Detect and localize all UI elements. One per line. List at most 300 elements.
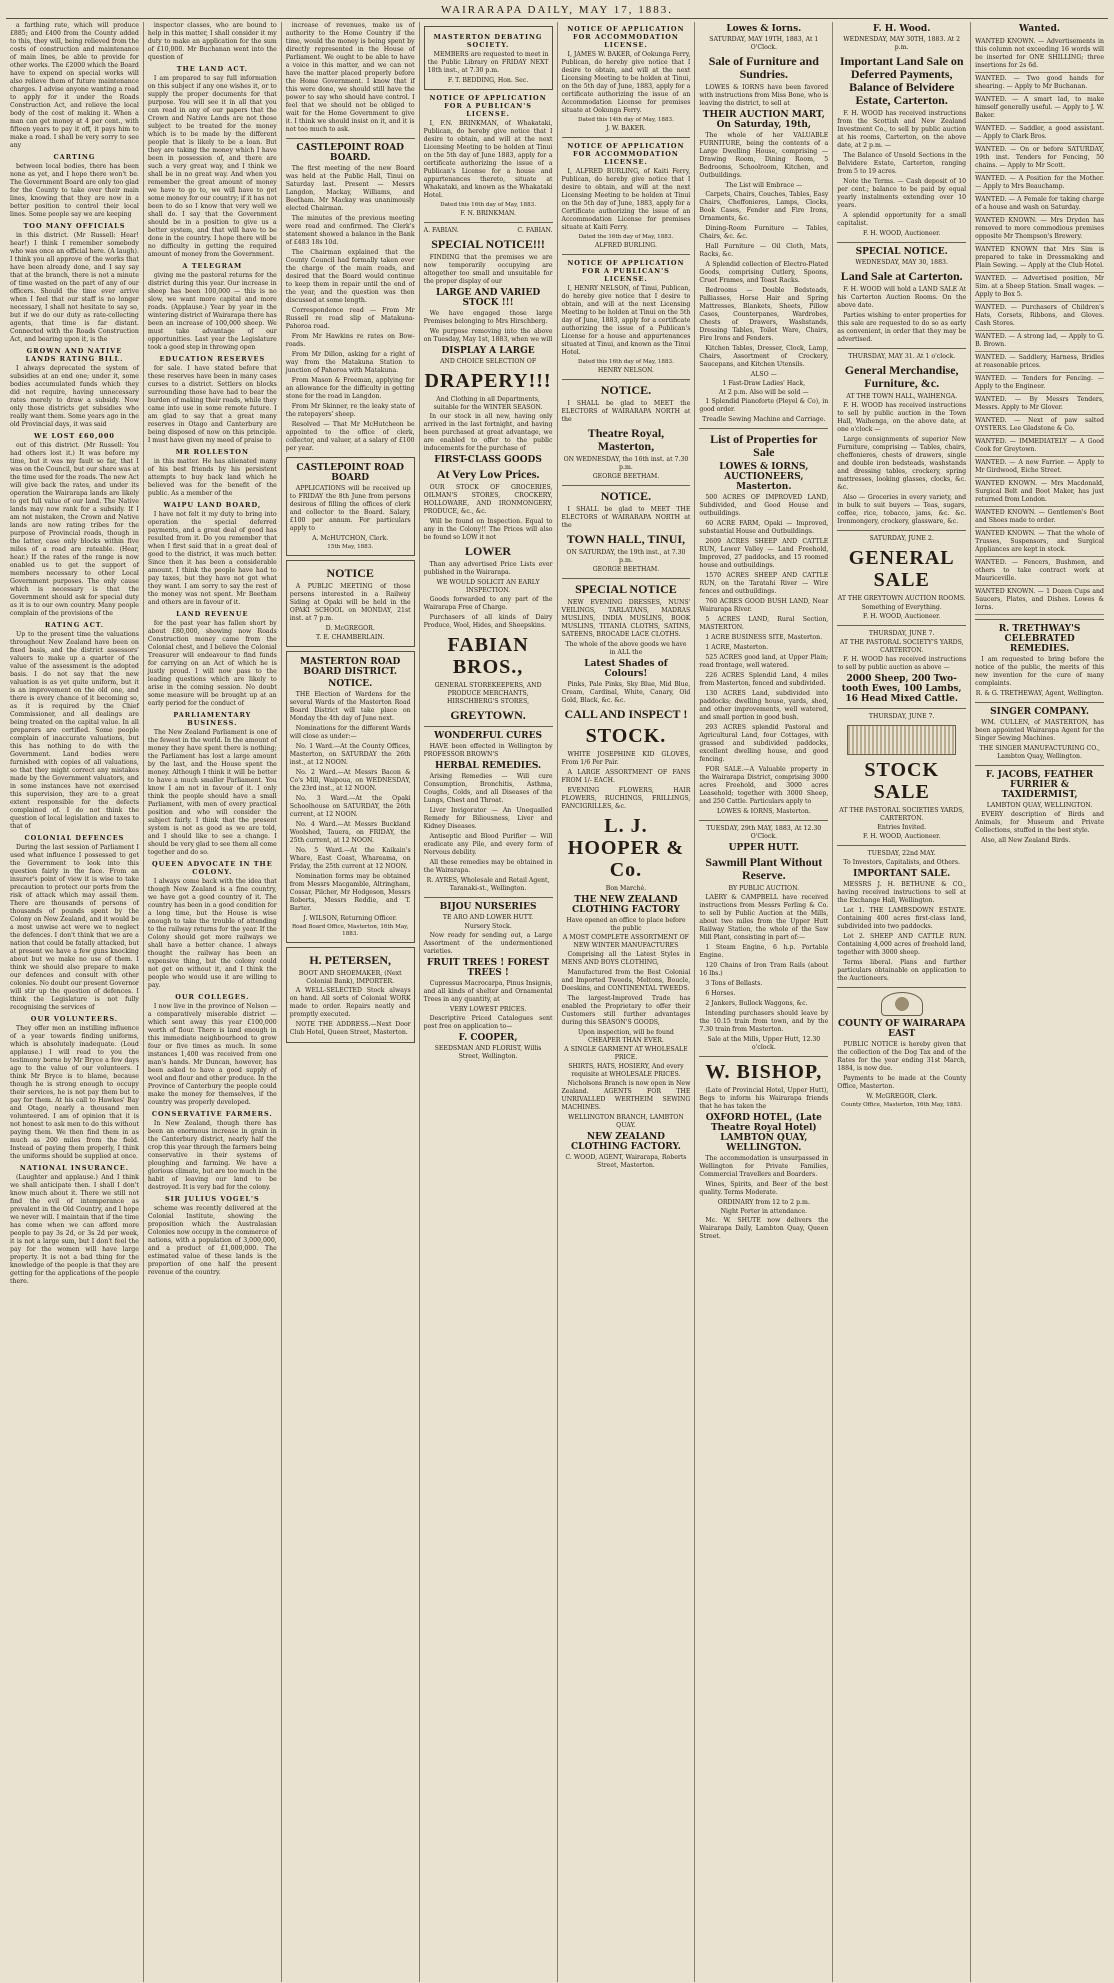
ad-text: HAVE been effected in Wellington by PROFESSOR BROWN'S <box>423 743 553 758</box>
wanted-ad: WANTED. — Advertised position, Mr Sim. at a Sheep Station. Small wages. — Apply to Box 5. <box>975 273 1104 302</box>
ad-subheading: To Investors, Capitalists, and Others. <box>843 859 960 866</box>
wanted-ad: WANTED. — A new Farrier. — Apply to Mr Girdwood, Eiche Street. <box>975 457 1104 478</box>
divider <box>562 254 691 255</box>
ad-text: Entries Invited. <box>877 824 927 831</box>
ad-text: F. H. WOOD has received instructions to sell by public auction in the Town Hall, Waihenga, on the above date, at one o'clock — <box>837 402 967 433</box>
divider <box>837 242 966 243</box>
ad-text: Large consignments of superior New Furniture, comprising — Tables, chairs, cheffonieres, chests of drawers, single and double iron bedsteads, washstands and dressing tables, crockery, spring mattresses, looking glasses, clocks, &c. &c. <box>837 436 967 491</box>
ad-heading: COUNTY OF WAIRARAPA EAST <box>837 1019 966 1039</box>
ad-text: C. WOOD, AGENT, Wairarapa, Roberts Street, Masterton. <box>565 1154 687 1169</box>
ad-text: Parties wishing to enter properties for this sale are requested to do so as early as convenient, in order that they may be advertised. <box>837 312 967 343</box>
ad-heading: List of Properties for Sale <box>710 432 818 459</box>
ad-heading: F. JACOBS, FEATHER FURRIER & TAXIDERMIST, <box>985 770 1094 800</box>
ad-heading: NOTICE OF APPLICATION FOR ACCOMMODATION LICENSE. <box>567 25 685 49</box>
subheading: GROWN AND NATIVE LANDS RATING BILL. <box>25 347 124 363</box>
ad-text: WELLINGTON BRANCH, LAMBTON QUAY. <box>568 1114 684 1129</box>
divider <box>562 578 691 579</box>
ad-signature: F. H. WOOD, Auctioneer. <box>862 833 941 840</box>
property-item: 525 ACRES good land, at Upper Plain; read frontage, well watered. <box>699 654 829 669</box>
ad-text: The whole of her VALUABLE FURNITURE, being the contents of a Large Dwelling House, comprising — Drawing Room, Dining Room, 5 Bedrooms, Schoolroom, Kitchen, and Outbuildings. <box>699 132 829 179</box>
ad-heading: SPECIAL NOTICE. <box>855 247 948 257</box>
stock-illustration <box>847 725 956 755</box>
ad-heading: CASTLEPOINT ROAD BOARD <box>296 463 404 483</box>
wanted-ad: WANTED KNOWN. — Advertisements in this column not exceeding 16 words will be inserted for ONE SHILLING; three insertions for 2s 6d. <box>975 36 1104 73</box>
ad-heading: BIJOU NURSERIES <box>439 902 537 912</box>
ad-text: I, HENRY NELSON, of Tinui, Publican, do hereby give notice that I desire to obtain, and will at the next Licensing Meeting to be holden at Tinui on the 5th day of June, 1883, apply for a certificate authorizing the issue of a Publican's License for a house and appurtenances situated at Tinui, and known as the Tinui Hotel. <box>561 285 691 356</box>
ad-signature: W. McGREGOR, Clerk. <box>866 1093 938 1100</box>
ad-text: Pinks, Pale Pinks, Sky Blue, Mid Blue, Cream, Cardinal, White, Canary, Old Gold, Black, &c. &c. <box>561 681 691 704</box>
article-paragraph: From Mr Hawkins re rates on Bow-roads. <box>285 333 415 348</box>
article-paragraph: out of this district. (Mr Russell: You had others lost it.) It was before my time, but it was my fault so far, that I was on the Council, but our share was at the time used for the roads. The new Act will give back the rates, and under its operation the Wairarapa lands are likely to get full value of our land. The Native lands may now rank for a subsidy. If I am not mistaken, the Crown and Native lands are now rating tribes for the purpose of Provincial roads, though in the latter, case only blocks within five miles of a road are rateable. (Hear, hear.) If the rates of the range is now enabled us to get the support of members necessary to other Local Government purposes. The only cause which is necessary is that the Government should ask for special duty as it is to our own country. Many people complain of the provisions of the <box>10 442 139 617</box>
advertisement <box>286 457 415 556</box>
ad-text: Goods forwarded to any part of the Wairarapa Free of Charge. <box>423 596 553 611</box>
ad-signature: NEW ZEALAND CLOTHING FACTORY. <box>570 1132 681 1152</box>
ad-emphasis: FIRST-CLASS GOODS <box>434 455 542 465</box>
wanted-ad: WANTED. — Fencers, Bushmen, and others to take contract work at Mauriceville. <box>975 557 1104 586</box>
divider <box>837 987 966 988</box>
article-paragraph: The Chairman explained that the County Council had formally taken over the charge of the main roads, and desired that the Board would continue to keep them in repair until the end of the year, and the question was then discussed at some length. <box>285 249 415 304</box>
column-7 <box>833 22 971 1982</box>
ad-text: WM. CULLEN, of MASTERTON, has been appointed Wairarapa Agent for the Singer Sewing Machines. <box>975 719 1104 742</box>
ad-text: 120 Chains of Iron Tram Rails (about 16 lbs.) <box>699 962 829 977</box>
ad-emphasis: LOWER <box>465 544 512 558</box>
ad-heading: NOTICE OF APPLICATION FOR ACCOMMODATION LICENSE. <box>567 142 685 166</box>
article-paragraph: giving me the pastoral returns for the district during this year. Our increase in sheep has been 100,000 — this is no slow, we want more capital and more roads. (Applause.) Year by year in the wintering district of Wairarapa there has been an increase of 100,000 sheep. We must take advantage of our opportunities. Last year the Legislature took a good step in throwing open <box>147 272 277 351</box>
ad-text: AT THE PASTORAL SOCIETIES YARDS, CARTERTON. <box>839 807 965 822</box>
article-paragraph: for the past year has fallen short by about £80,000, showing now Roads Construction money came from the Colonial chest, and I believe the Colonial Treasurer will endeavour to find funds for carrying on an Act of which he is justly proud. I will now pass to the leading questions which are likely to arise in the coming session. No doubt some measure will be brought up at an early period for the conduct of <box>147 620 277 707</box>
ad-text: A Splendid collection of Electro-Plated Goods, comprising Cutlery, Spoons, Cruet Frames, and Toast Racks. <box>699 261 829 284</box>
ad-text: FINDING that the premises we are now temporarily occupying are altogether too small and unsuitable for the proper display of our <box>423 254 553 285</box>
ad-text: BY PUBLIC AUCTION. <box>728 885 800 892</box>
advertisement <box>286 947 415 1043</box>
wanted-ad: WANTED. — A strong lad, — Apply to G. B. Brown. <box>975 331 1104 352</box>
wanted-ad: WANTED KNOWN. — 1 Dozen Cups and Saucers, Plates, and Dishes. Lowes & Iorns. <box>975 586 1104 615</box>
ad-text: Upon inspection, will be found CHEAPER THAN EVER. <box>577 1029 674 1044</box>
ad-text: A PUBLIC MEETING of those persons interested in a Railway Siding at Opaki will be held in the OPAKI SCHOOL on MONDAY, 21st inst. at 7 p.m. <box>289 583 411 622</box>
subheading: SIR JULIUS VOGEL'S <box>164 1195 260 1203</box>
ad-text: Intending purchasers should leave by the 10.15 train from town, and by the 7.30 train from Masterton. <box>699 1010 829 1033</box>
column-2 <box>144 22 282 1982</box>
article-paragraph: for sale. I have stated before that these reserves have been in many cases curses to a district. Settlers on blocks surrounding those have had to bear the burden of making their roads, while they came into use in some remote future. I am glad to say that a great many reserves in Otago and Canterbury are being disposed of now on this principle. I must have given my meed of praise to <box>147 365 277 444</box>
ad-text: EVERY description of Birds and Animals, for Museum and Private Collections, stuffed in the best style. <box>975 811 1104 834</box>
ad-heading: SPECIAL NOTICE!!! <box>431 237 545 251</box>
ad-emphasis: CALL AND INSPECT ! <box>564 707 688 721</box>
ad-subheading: UPPER HUTT. <box>728 843 799 853</box>
ad-text: A MOST COMPLETE ASSORTMENT OF NEW WINTER MANUFACTURES <box>562 934 689 949</box>
ad-text: 6 Horses. <box>705 990 736 997</box>
ad-text: F. H. WOOD has received instructions from the Scottish and New Zealand Investment Co., to sell by public auction at his rooms, Carterton, on the above date, at 2 p.m. — <box>837 110 967 149</box>
ad-text: Wines, Spirits, and Beer of the best quality. Terms Moderate. <box>699 1181 829 1196</box>
article-paragraph: I now live in the province of Nelson — a comparatively miserable district — which sent away this year £100,000 worth of flour. There is land enough in this immediate neighbourhood to grow four or five times as much. In some instances 1,400 was received from one man's hands. Mr Duncan, however, has been asked to have a good supply of wool and flour and other produce. In the Province of Canterbury the people could make the money for themselves, if the country was properly developed. <box>147 1003 277 1106</box>
ad-text: No. 1 Ward.—At the County Offices, Masterton, on SATURDAY the 26th inst., at 12 NOON. <box>289 743 411 766</box>
ad-text: A splendid opportunity for a small capitalist. <box>837 212 967 227</box>
ad-text: TE ARO AND LOWER HUTT. <box>442 914 534 921</box>
divider <box>699 820 828 821</box>
sale-date: WEDNESDAY, MAY 30TH, 1883. At 2 p.m. <box>843 36 961 51</box>
divider <box>837 625 966 626</box>
ad-heading: MASTERTON ROAD BOARD DISTRICT. <box>300 657 401 677</box>
subheading: MR ROLLESTON <box>175 448 249 456</box>
ad-text: Dining-Room Furniture — Tables, Chairs, &c. &c. <box>699 225 829 240</box>
ad-text: Comprising all the Latest Styles in MENS AND BOYS CLOTHING, <box>561 951 691 966</box>
ad-text: Cupressus Macrocarpa, Pinus Insignis, and all kinds of shelter and Ornamental Trees in any quantity, at <box>423 980 553 1003</box>
ad-date: 15th May, 1883. <box>327 544 374 550</box>
ad-emphasis: LARGE AND VARIED STOCK !!! <box>435 288 541 308</box>
article-paragraph: scheme was recently delivered at the Colonial Institute, showing the proposition which the Australasian Colonies now occupy in the commerce of nations, with a population of 3,000,000, and a product of £1,000,000. The estimated value of these lands is the proportion of one half the present revenue of the country. <box>147 1205 277 1276</box>
wanted-ad: WANTED KNOWN. — Mrs Macdonald, Surgical Belt and Boot Maker, has just returned from London. <box>975 478 1104 507</box>
ad-signature: ALFRED BURLING. <box>594 242 657 249</box>
ad-heading: SINGER COMPANY. <box>990 707 1089 717</box>
ad-text: EVENING FLOWERS, HAIR FLOWERS, RUCHINGS, FRILLINGS, FANCIGRILLES, &c. <box>561 787 691 810</box>
ad-emphasis: VERY LOWEST PRICES. <box>449 1006 527 1013</box>
ad-text: ALSO — <box>750 371 777 378</box>
column-header: Wanted. <box>1019 24 1061 34</box>
article-paragraph: (Laughter and applause.) And I think we shall anticipate then. I shall I don't know much about it. There we still not find the evil of intemperance as prevalent in the Old Country, and I hope we never will. I maintain that if the time has come when we can afford more people to pay 3s 2d, or 3s 2d per week, it is not a large sum, but I don't feel the pay for the women will have large property. It is not a bad thing for the knowledge of the people is that they are getting for the applications of the people there. <box>10 1174 139 1285</box>
ad-heading: Important Land Sale on Deferred Payments, Balance of Belvidere Estate, Carterton. <box>839 54 964 107</box>
ad-signature: J. W. BAKER. <box>605 125 646 132</box>
ad-text: Manufactured from the Best Colonial and Imported Tweeds, Meltons, Boucle, Doeskins, and CONTINENTAL TWEEDS. <box>561 969 691 992</box>
ad-signature: GEORGE BEETHAM. <box>592 473 660 480</box>
ad-text: Nomination forms may be obtained from Messrs Macgamble, Altringham, Cossar, Pilcher, Mr Hodgeson, Messrs Roberts, Messrs Reddie, and T. Barter. <box>289 873 411 912</box>
ad-emphasis: ORDINARY from 12 to 2 p.m. <box>717 1199 810 1206</box>
ad-heading: H. PETERSEN, <box>309 953 392 967</box>
sale-date: THURSDAY, JUNE 7. <box>868 713 935 720</box>
wanted-ad: WANTED. — Saddler, a good assistant. — Apply to Clark Bros. <box>975 123 1104 144</box>
ad-text: PUBLIC NOTICE is hereby given that the collection of the Dog Tax and of the Rates for the year ending 31st March, 1884, is now due. <box>837 1041 967 1072</box>
ad-signature: THE SINGER MANUFACTURING CO., Lambton Quay, Wellington. <box>979 745 1100 760</box>
ad-text: AT THE GREYTOWN AUCTION ROOMS. <box>837 595 966 602</box>
ad-emphasis: THEIR AUCTION MART, On Saturday, 19th, <box>702 110 825 130</box>
ad-text: In our stock in all new, having only arrived in the last fortnight, and having been purchased at great advantage, we are enabled to offer to the public inducements for the purchase of <box>423 413 553 452</box>
fabian-bros-heading: FABIAN BROS., <box>447 634 529 678</box>
divider <box>562 485 691 486</box>
ad-text: Will be found on Inspection. Equal to any in the Colony!! The Prices will also be found so LOW it not <box>423 518 553 541</box>
wanted-ad: WANTED. — IMMEDIATELY — A Good Cook for Greytown. <box>975 436 1104 457</box>
drapery-heading: DRAPERY!!! <box>424 370 552 392</box>
sale-date: TUESDAY, 22nd MAY. <box>867 850 936 857</box>
ad-text: The List will Embrace — <box>725 182 803 189</box>
column-header: Lowes & Iorns. <box>726 24 802 34</box>
ad-text: Bon Marché. <box>605 885 647 892</box>
ad-signature: J. WILSON, Returning Officer. <box>303 915 397 922</box>
ad-text: AND CHOICE SELECTION OF <box>439 358 537 365</box>
subheading: OUR COLLEGES. <box>175 993 250 1001</box>
ad-text: Bedrooms — Double Bedsteads, Palliasses, Horse Hair and Spring Mattresses, Blankets, Sheets, Pillow Cases, Counterpanes, Wardrobes, Chests of Drawers, Washstands, Dressing Tables, Toilet Ware, Chairs, Fire Irons and Fenders. <box>699 287 829 342</box>
subheading: WE LOST £60,000 <box>33 432 115 440</box>
column-1 <box>6 22 144 1982</box>
ad-heading: THE NEW ZEALAND CLOTHING FACTORY <box>571 895 680 915</box>
ad-text: Treadle Sewing Machine and Carriage. <box>702 416 826 423</box>
ad-text: OUR STOCK OF GROCERIES, OILMAN'S STORES, CROCKERY, HOLLOWARE, AND IRONMONGERY, PRODUCE, &c., &c. <box>423 484 553 515</box>
ad-signature: HENRY NELSON. <box>597 367 655 374</box>
column-6 <box>695 22 833 1982</box>
ad-heading: MASTERTON DEBATING SOCIETY. <box>433 33 543 49</box>
ad-subheading: BOOT AND SHOEMAKER, (Next Colonial Bank), IMPORTER. <box>298 970 402 985</box>
divider <box>562 379 691 380</box>
subheading: WAIPU LAND BOARD, <box>163 501 262 509</box>
ad-subheading: AT THE TOWN HALL, WAIHENGA. <box>846 393 958 400</box>
ad-signature: F. COOPER, <box>458 1033 518 1043</box>
subheading: NATIONAL INSURANCE. <box>19 1164 129 1172</box>
ad-emphasis: HERBAL REMEDIES. <box>434 761 542 771</box>
ad-heading: IMPORTANT SALE. <box>853 869 951 879</box>
ad-text: Night Porter in attendance. <box>720 1208 808 1215</box>
ad-text: I, ALFRED BURLING, of Kaiti Ferry, Publican, do hereby give notice that I desire to obtain, and will at the next Licensing Meeting to be holden at Tinui on the 5th day of June, 1883, apply for a Certificate authorizing the issue of an Accommodation License for premises situate at Kaiti Ferry. <box>561 168 691 231</box>
wanted-ad: WANTED. — A Female for taking charge of a house and wash on Saturday. <box>975 194 1104 215</box>
ad-text: Also — Groceries in every variety, and in bulk to suit buyers — Teas, sugars, coffee, rice, tobacco, jams, &c. &c. Ironmongery, crockery, glassware, &c. <box>837 494 967 525</box>
subheading: EDUCATION RESERVES <box>159 355 266 363</box>
advertisement <box>424 26 553 90</box>
ad-emphasis: TOWN HALL, TINUI, <box>566 532 686 546</box>
ad-text: NEW EVENING DRESSES, NUNS' VEILINGS, TARLATANS, MADRAS MUSLINS, INDIA MUSLINS, BOOK MUSLINS, TITANIA CLOTHS, SATINS, SATEENS, BROCADE LACE CLOTHS. <box>561 599 691 638</box>
property-item: 1570 ACRES SHEEP AND CATTLE RUN, on the Taratahi River — Wire fences and outbuildings. <box>699 572 829 595</box>
ad-emphasis: Latest Shades of Colours! <box>584 659 668 679</box>
ad-date: Dated this 14th day of May, 1883. <box>577 117 674 123</box>
ad-text: I, F.N. BRINKMAN, of Whakataki, Publican, do hereby give notice that I desire to obtain, and will at the next Licensing Meeting to be holden at Tinui on the 5th day of June 1883, apply for a certificate authorizing the issue of a Publican's License for a house and appurtenances thereto, situate at Whakataki, and known as the Whakataki Hotel. <box>423 120 553 199</box>
wanted-ad: WANTED. — Saddlery, Harness, Bridles at reasonable prices. <box>975 352 1104 373</box>
ad-emphasis: Theatre Royal, Masterton, <box>587 426 665 453</box>
ad-heading: GENERAL SALE <box>848 547 955 591</box>
article-paragraph: between local bodies, there has been none as yet, and I hope there won't be. The Government Board are only too glad for the County to take over their main lines, knowing that they are now in a better position to control their local lines. Some people say we are keeping <box>10 163 139 218</box>
ad-text: SEEDSMAN AND FLORIST, Willis Street, Wellington. <box>434 1045 542 1060</box>
ad-text: THE Election of Wardens for the several Wards of the Masterton Road Board District will take place on Monday the 4th day of June next. <box>289 691 411 722</box>
ad-text: MESSRS J. H. BETHUNE & CO., having received instructions to sell at the Exchange Hall, Wellington. <box>837 881 967 904</box>
ad-heading: NOTICE OF APPLICATION FOR A PUBLICAN'S LICENSE. <box>567 259 685 283</box>
divider <box>837 530 966 531</box>
wanted-ad: WANTED KNOWN. — That the whole of Trusses, Suspensors, and Surgical Appliances are kept in stock. <box>975 528 1104 557</box>
masthead: WAIRARAPA DAILY, MAY 17, 1883. <box>6 4 1108 19</box>
ad-text: NOTE THE ADDRESS.—Next Door Club Hotel, Queen Street, Masterton. <box>289 1021 411 1036</box>
ad-text: The largest-Improved Trade has enabled the Proprietary to offer their Customers still further advantages during this SEASON'S GOODS, <box>561 995 691 1026</box>
property-item: 293 ACRES splendid Pastoral and Agricultural Land, four Cottages, with grassed and subdivided paddocks, excellent dwelling house, and good fencing. <box>699 724 829 763</box>
ad-date: Road Board Office, Masterton, 16th May, 1883. <box>291 924 409 937</box>
ad-text: Hall Furniture — Oil Cloth, Mats, Racks, &c. <box>699 243 829 258</box>
subheading: QUEEN ADVOCATE IN THE COLONY. <box>151 860 273 876</box>
wanted-ad: WANTED KNOWN that Mrs Sim is prepared to take in Dressmaking and Plain Sewing. — Apply at the Club Hotel. <box>975 244 1104 273</box>
divider <box>837 845 966 846</box>
ad-signature: LOWES & IORNS, Masterton. <box>716 808 811 815</box>
ad-text: Descriptive Priced Catalogues sent post free on application to— <box>423 1015 553 1030</box>
ad-text: No. 4 Ward.—At Messrs Buckland Woolshed, Tauera, on FRIDAY, the 25th current, at 12 NOON. <box>289 821 411 844</box>
sale-date: THURSDAY, MAY 31. At 1 o'clock. <box>848 353 956 360</box>
column-8 <box>971 22 1108 1982</box>
ad-heading: GREYTOWN. <box>450 708 526 722</box>
ad-text: 3 Tons of Bellasts. <box>705 980 763 987</box>
ad-text: 1 Steam Engine, 6 h.p. Portable Engine. <box>699 944 829 959</box>
fabian-names <box>424 227 553 235</box>
subheading: TOO MANY OFFICIALS <box>23 222 126 230</box>
article-paragraph: From Mr Skinner, re the leaky state of the ratepayers' sheep. <box>285 403 415 418</box>
ad-text: Kitchen Tables, Dresser, Clock, Lamp, Chairs, Assortment of Crockery, Saucepans, and Kitchen Utensils. <box>699 345 829 368</box>
ad-text: Note the Terms. — Cash deposit of 10 per cent.; balance to be paid by equal yearly instalments extending over 10 years. <box>837 178 967 209</box>
column-3 <box>282 22 420 1982</box>
ad-text: And Clothing in all Departments, suitable for the WINTER SEASON. <box>433 396 543 411</box>
article-paragraph: In New Zealand, though there has been an enormous increase in grain in the Canterbury district, nearly half the crop this year through the farmers being conservative in their systems of ploughing and farming. We have a glorious climate, but are too much in the habit of leaving our land to be destroyed. It is very bad for the colony. <box>147 1120 277 1191</box>
article-paragraph: During the last session of Parliament I used what influence I possessed to get the Government to look into this question fairly in the face. From an insurer's point of view it is wise to take precaution to protect our ports from the risk of attack which may assail them. There are thousands of persons of thousands of pounds spent by the Colony on New Zealand, and it would be a most unwise act were we to neglect the defences. I don't think that we are a nation that could be fatally attacked, but at present we have a few guns knocking about but we make no use of them. I think we should also prepare to make our defences and consult with other colonies. No doubt our present Governor will stir up the question of defences. I think the Legislature is not fully recognising the services of <box>10 844 139 1011</box>
ad-text: 2 Jankers, Bullock Waggons, &c. <box>705 1000 808 1007</box>
subheading: A TELEGRAM <box>182 262 243 270</box>
ad-text: I SHALL be glad to MEET THE ELECTORS of WAIRARAPA NORTH at the <box>561 506 691 529</box>
ad-heading: NOTICE. <box>600 489 652 503</box>
article-paragraph: I am prepared to say full information on this subject if any one wishes it, or to supply the proper documents for that purpose. You will see it in all that you can read in any of our papers that the Crown and Native Lands are not those subject to be treated for the money which is to be made by the different people that is likely to be a loan. But they are taking the money which I have been in possession of, and there are such a very great way, and I think we shall be in no great way. And when you remember the great amount of money we have to go to, we will have to get some money for our country; if it has not been to do so I know that very well we shall do. I say that the Government should be in a position to give us a better system, and that will have to be done in the country. I hope there will be no difficulty in getting the required amount of money from the Government. <box>147 75 277 258</box>
property-item: 5 ACRES LAND, Rural Section, MASTERTON. <box>699 616 829 631</box>
ad-emphasis: 2000 Sheep, 200 Two-tooth Ewes, 100 Lambs, 16 Head Mixed Cattle. <box>841 674 962 704</box>
ad-text: All these remedies may be obtained in the Wairarapa. <box>423 859 553 874</box>
ad-text: The accommodation is unsurpassed in Wellington for Private Families, Commercial Travellers and Boarders. <box>699 1155 829 1178</box>
ad-text: I, JAMES W. BAKER, of Ookunga Ferry, Publican, do hereby give notice that I desire to obtain, and will at the next Licensing Meeting to be holden at Tinui, on the 5th day of June, 1883, apply for a certificate authorizing the issue of an Accommodation License for premises situate at Ookunga Ferry. <box>561 51 691 114</box>
article-paragraph: a farthing rate, which will produce £885; and £400 from the County added to this, they will, being relieved from the costs of construction and maintenance of main lines, be able to provide for other works. The £2000 which the Board have to expend on special works will also relieve them of future maintenance charges. I advise anyone wanting a road to apply for it under the Roads Construction Act, and relieve the local body of the cost of making it. When a man can get money at 4 per cent., with fifteen years to pay it off, it pays him to make a road. I shall be very sorry to see any <box>10 22 139 149</box>
article-paragraph: The New Zealand Parliament is one of the fewest in the world. In the amount of money they have spent there is nothing; the Parliament has lost a large amount by the last, and the House spent the money. Although I think it will be better to have a much smaller Parliament. You know I am not in favour of it. I only think the people should have a small Parliament, with men of every practical position and who will consider the subject fairly. I think that the present system is not as good as we are told, and I should like to see a change. I should be very glad to see them all come together and do so. <box>147 729 277 856</box>
ad-date: County Office, Masterton, 16th May, 1883. <box>841 1102 963 1108</box>
ad-text: Carpets, Chairs, Couches, Tables, Easy Chairs, Cheffonieres, Lamps, Clocks, Book Cases, Fender and Fire Irons, Ornaments, &c. <box>699 191 829 222</box>
ad-text: ON SATURDAY, the 19th inst., at 7.30 p.m. <box>566 549 686 564</box>
property-item: 130 ACRES Land, subdivided into paddocks; dwelling house, yards, shed, and other improvements, well watered, and small portion in good bush. <box>699 690 829 721</box>
ad-signature: GEORGE BEETHAM. <box>592 566 660 573</box>
divider <box>975 619 1104 620</box>
sale-date: TUESDAY, 29th MAY, 1883, At 12.30 O'Clock. <box>706 825 822 840</box>
wanted-ad: WANTED. — By Messrs Tenders, Messrs. Apply to Mr Glover. <box>975 394 1104 415</box>
advertisement <box>286 560 415 647</box>
subheading: OUR VOLUNTEERS. <box>30 1015 119 1023</box>
article-paragraph: From Mr Dillon, asking for a right of way from the Matakuna Station to junction of Pahoroa with Matakuna. <box>285 351 415 374</box>
ad-text: FOR SALE.—A Valuable property in the Wairarapa District, comprising 3000 acres Freehold, and 3000 acres Leasehold; together with 3000 Sheep, and 250 Cattle. Particulars apply to <box>699 766 829 805</box>
bishop-heading: W. BISHOP, <box>705 1061 823 1083</box>
ad-text: Have opened an office to place before the public <box>566 917 686 932</box>
ad-text: No. 3 Ward.—At the Opaki Schoolhouse on SATURDAY, the 26th current, at 12 NOON. <box>289 795 411 818</box>
ad-text: WE WOULD SOLICIT AN EARLY INSPECTION. <box>436 579 540 594</box>
wanted-ad: WANTED. — A smart lad, to make himself generally useful. — Apply to J. W. Baker. <box>975 94 1104 123</box>
ad-text: ON WEDNESDAY, the 16th inst. at 7.30 p.m. <box>563 456 689 471</box>
ad-heading: NOTICE OF APPLICATION FOR A PUBLICAN'S LICENSE. <box>429 94 547 118</box>
ad-text: Lot 1. THE LAMBSDOWN ESTATE. Containing 400 acres first-class land, subdivided into two paddocks. <box>837 907 967 930</box>
article-paragraph: increase of revenues, make us of authority to the Home Country if the time, would the money is being spent by directly represented in the House of Parliament. We ought to be able to have a voice in this matter, and we can not have the matter placed properly before the Home Government. I know that if this were done, we should still have the power to say who should have control. I feel that we should not be obliged to wait for the Home Government to give it. I think we should insist on it, and it is not too much to ask. <box>285 22 415 133</box>
ad-text: F. H. WOOD has received instructions to sell by public auction as above — <box>837 656 967 671</box>
name: C. FABIAN. <box>517 227 553 234</box>
ad-text: Sale at the Mills, Upper Hutt, 12.30 o'clock. <box>707 1036 821 1051</box>
article-paragraph: in this district. (Mr Russell: Hear! hear!) I think I remember somebody who was once an official here. (A laugh). I think you all approve of the works that have been already done, and I say say that at the branch, there is not a minute of time wasted on the part of any of our officers. Should the time ever arrive when I feel that our staff is no longer necessary, I shall not hesitate to say so, but if we do our duty as rate-collecting agents, that time is far distant. Connected with the Roads Construction Act, and bearing upon it, is the <box>10 232 139 343</box>
wanted-ad: WANTED. — Next of paw salted OYSTERS. Lee Gladstone & Co. <box>975 415 1104 436</box>
ad-heading: WONDERFUL CURES <box>434 731 542 741</box>
ad-text: Than any advertised Price Lists ever published in the Wairarapa. <box>423 561 553 576</box>
ad-text: Payments to be made at the County Office, Masterton. <box>837 1075 967 1090</box>
divider <box>699 1056 828 1057</box>
column-4 <box>420 22 558 1982</box>
ad-text: GENERAL STOREKEEPERS, AND PRODUCE MERCHANTS, HIRSCHBERG'S STORES, <box>434 682 542 705</box>
property-item: 1 ACRE, Masterton. <box>705 644 769 651</box>
sale-date: SATURDAY, JUNE 2. <box>869 535 934 542</box>
ad-heading: Land Sale at Carterton. <box>840 269 963 283</box>
ad-text: LAMBTON QUAY, WELLINGTON. <box>986 802 1093 809</box>
ad-text: Liver Invigorator — An Unequalled Remedy for Biliousness, Liver and Kidney Diseases. <box>423 807 553 830</box>
ad-subheading: LOWES & IORNS, AUCTIONEERS, Masterton. <box>719 462 809 492</box>
ad-text: Lot 2. SHEEP AND CATTLE RUN. Containing 4,000 acres of freehold land, together with 3000 sheep. <box>837 933 967 956</box>
ad-text: 1 Splendid Pianoforte (Pleyel & Co), in good order. <box>699 398 829 413</box>
ad-emphasis: DISPLAY A LARGE <box>441 346 535 356</box>
ad-heading: General Merchandise, Furniture, &c. <box>844 363 959 390</box>
hooper-heading: L. J. HOOPER & Co. <box>567 815 685 881</box>
ad-signature: F. H. WOOD, Auctioneer. <box>862 613 941 620</box>
name: A. FABIAN. <box>423 227 459 234</box>
divider <box>424 726 553 727</box>
ad-text: The whole of the above goods we have in ALL the <box>565 641 687 656</box>
article-paragraph: in this matter. He has alienated many of his best friends by his persistent attempts to buy back land which he believed was for the benefit of the public. As a member of the <box>147 458 277 497</box>
ad-text: Something of Everything. <box>861 604 942 611</box>
ad-signature: F. H. WOOD, Auctioneer. <box>862 230 941 237</box>
property-item: 1 ACRE BUSINESS SITE, Masterton. <box>705 634 823 641</box>
sale-date: THURSDAY, JUNE 7. <box>868 630 935 637</box>
ad-text: LOWES & IORNS have been favored with instructions from Miss Bone, who is leaving the district, to sell at <box>699 84 829 107</box>
ad-text: No. 5 Ward.—At the Kaikain's Whare, East Coast, Whareama, on Friday, the 25th current at 12 NOON. <box>289 847 411 870</box>
ad-text: No. 2 Ward.—At Messrs Bacon & Co's Mill, Waipoua, on WEDNESDAY, the 23rd inst., at 12 NOON. <box>289 769 411 792</box>
ad-text: We purpose removing into the above on Tuesday, May 1st, 1883, when we will <box>423 328 553 343</box>
ad-heading: Sawmill Plant Without Reserve. <box>705 855 823 882</box>
ad-text: LAERY & CAMPBELL have received instructions from Messrs Ferling & Co. to sell by Public Auction at the Mills, about two miles from the Upper Hutt Railway Station, the whole of the Saw Mill Plant, consisting in part of:— <box>699 894 829 941</box>
wanted-ad: WANTED KNOWN. — Gentlemen's Boot and Shoes made to order. <box>975 507 1104 528</box>
column-header: F. H. Wood. <box>873 24 931 34</box>
ad-emphasis: FRUIT TREES ! FOREST TREES ! <box>426 958 550 978</box>
ad-text: Terms liberal. Plans and further particulars obtainable on application to the Auctioneers. <box>837 959 967 982</box>
divider <box>424 222 553 223</box>
ad-text: I am requested to bring before the notice of the public, the merits of this new invention for the cure of many complaints. <box>975 656 1104 687</box>
ad-emphasis: A SINGLE GARMENT AT WHOLESALE PRICE. <box>564 1046 688 1061</box>
article-paragraph: Up to the present time the valuations throughout New Zealand have been on fixed basis, and the district assessors' valuers to make up a quarter of the value of the assessment is the adopted basis. I do not say that the new valuation is as yet quite uniform, but it is an improvement on the old one, and there is every chance of it becoming so, as it is required by the Chief Commissioner, and all dealings are being treated on the capital value. In all preparers are certified. Some people complain of inaccurate valuations, but this has nothing to do with the Government. Land bodies were furnished with copies of all valuations, so that they might correct any mistakes made by the Government valuators, and in some instances have not exercised this supervision, they are to a great extent responsible for the defects complained of. I do not think the question of local legislation and taxes to that of <box>10 631 139 830</box>
article-paragraph: I always deprecated the system of subsidies at an end one; under it, some bodies accumulated funds which they did not require, having unnecessary rates merely to draw a subsidy. Now only those districts get subsidies who really want them. Some years ago in the old Provincial days, it was said <box>10 365 139 428</box>
article-paragraph: I always come back with the idea that though New Zealand is a fine country, we have got a good country of it. The country has been in a good condition for a long time, but the House is wise enough to take the trouble of attending to the railway returns for the year. If the Colony should get more railways we shall have a better chance. I always thought the railway has been an expensive thing, but the colony could not get on without it, and I think the people who would use it are willing to pay. <box>147 878 277 989</box>
ad-text: APPLICATIONS will be received up to FRIDAY the 8th June from persons desirous of filling the offices of clerk and collector to the Board. Salary, £100 per annum. For particulars apply to <box>289 485 411 532</box>
ad-heading: R. TRETHWAY'S CELEBRATED REMEDIES. <box>998 624 1081 654</box>
article-paragraph: Correspondence read — From Mr Russell re road slip of Matakuna-Pahoroa road. <box>285 307 415 330</box>
ad-signature: A. McHUTCHON, Clerk. <box>312 535 389 542</box>
ad-text: Nicholsons Branch is now open in New Zealand. AGENTS FOR THE UNRIVALLED WERTHEIM SEWING MACHINES. <box>561 1080 691 1111</box>
divider <box>424 897 553 898</box>
ad-text: MEMBERS are requested to meet in the Public Library on FRIDAY NEXT 18th inst., at 7.30 p.m. <box>427 51 549 74</box>
wanted-ad: WANTED KNOWN. — Mrs Dryden has removed to more commodious premises opposite Mr Thompson's Brewery. <box>975 215 1104 244</box>
article-paragraph: From Mason & Freeman, applying for an allowance for the difficulty in getting stone for the road in Langdon. <box>285 377 415 400</box>
divider <box>286 138 415 139</box>
ad-emphasis: STOCK. <box>585 725 667 747</box>
wanted-ad: WANTED. — Two good hands for shearing. — Apply to Mr Buchanan. <box>975 73 1104 94</box>
article-heading: CASTLEPOINT ROAD BOARD. <box>296 143 404 163</box>
column-5 <box>558 22 696 1982</box>
ad-heading: Sale of Furniture and Sundries. <box>708 54 819 81</box>
ad-text: At 2 p.m. Also will be sold — <box>719 389 809 396</box>
subheading: CARTING <box>53 153 96 161</box>
subheading: LAND REVENUE <box>176 610 249 618</box>
subheading: THE LAND ACT. <box>176 65 248 73</box>
ad-text: We have engaged those large Premises belonging to Mrs Hirschberg. <box>423 310 553 325</box>
ad-text: Mc. W. SHUTE now delivers the Wairarapa Daily, Lambton Quay, Queen Street. <box>699 1217 829 1240</box>
article-paragraph: inspector classes, who are bound to help in this matter, I shall consider it my duty to make an application for the sum of £10,000. Mr Buchanan went into the question of <box>147 22 277 61</box>
property-item: 500 ACRES OF IMPROVED LAND, Subdivided, and Good House and outbuildings. <box>699 494 829 517</box>
ad-text: I SHALL be glad to MEET the ELECTORS of WAIRARAPA NORTH at the <box>561 400 691 423</box>
ad-date: Dated this 16th day of May, 1883. <box>440 202 536 208</box>
sale-date: WEDNESDAY, MAY 30, 1883. <box>855 259 948 266</box>
divider <box>975 765 1104 766</box>
wanted-ad: WANTED. — On or before SATURDAY, 19th inst. Tenders for Fencing, 50 chains. — Apply to Mr Scott. <box>975 144 1104 173</box>
ad-emphasis: At Very Low Prices. <box>436 467 540 481</box>
ad-text: Antiseptic and Blood Purifier — Will eradicate any Pile, and every form of Nervous debility. <box>423 833 553 856</box>
article-paragraph: Resolved — That Mr McHutcheon be appointed to the office of clerk, collector, and valuer, at a salary of £100 per year. <box>285 421 415 452</box>
ad-emphasis: OXFORD HOTEL, (Late Theatre Royal Hotel) LAMBTON QUAY, WELLINGTON. <box>705 1113 822 1153</box>
ad-heading: STOCK SALE <box>864 759 940 803</box>
subheading: PARLIAMENTARY BUSINESS. <box>173 711 252 727</box>
county-crest <box>881 992 923 1016</box>
wanted-ad: WANTED. — Purchasers of Children's Hats, Corsets, Ribbons, and Gloves. Cash Stores. <box>975 302 1104 331</box>
ad-signature: R. & G. TRETHEWAY, Agent, Wellington. <box>975 690 1104 697</box>
wanted-ad: WANTED. — Tenders for Fencing. — Apply to the Engineer. <box>975 373 1104 394</box>
article-paragraph: I have not felt it my duty to bring into operation the special deferred payments, and a great deal of good has resulted from it. Do you remember that when I first said that in a great deal of good to the district, it was much better. Since then it has been a considerable amount. I think the people have had to pay taxes, but they have not got what they want. I am sorry to say the rest of the money was not spent. Mr Beetham and others are in favour of it. <box>147 511 277 606</box>
ad-heading: SPECIAL NOTICE <box>575 582 677 596</box>
